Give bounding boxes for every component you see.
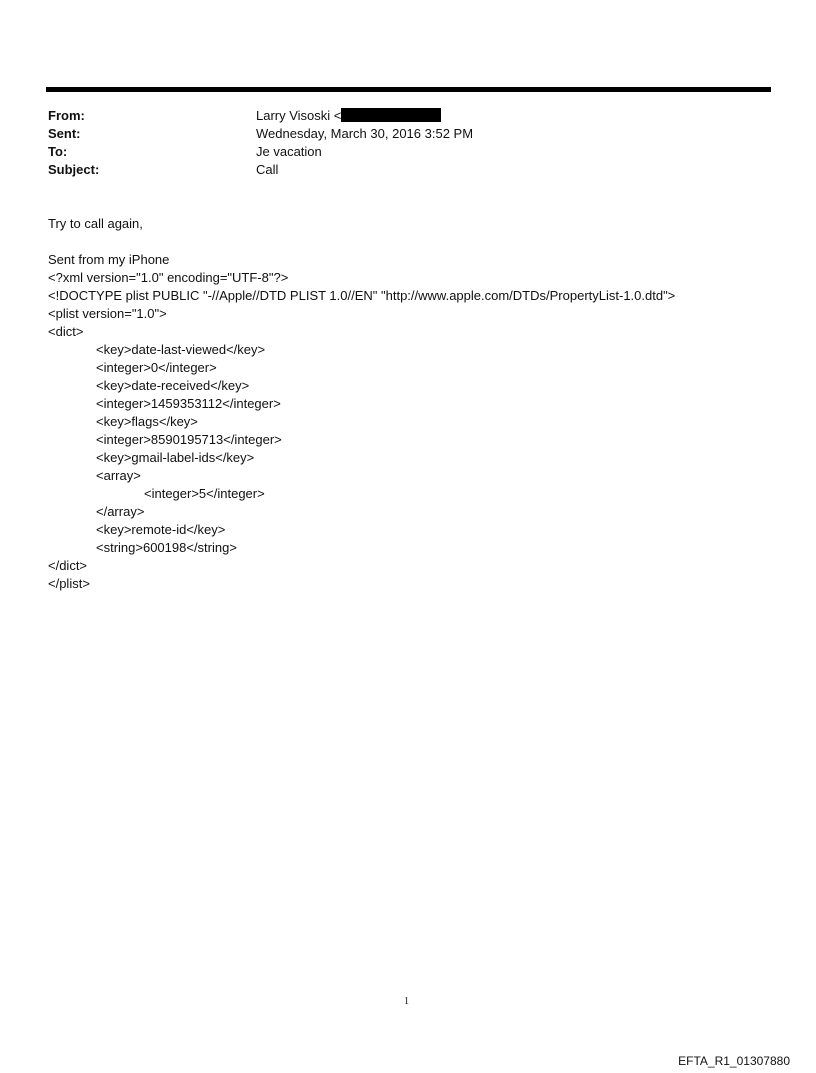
xml-line: </dict>	[48, 558, 88, 573]
subject-row	[48, 161, 748, 179]
xml-line: <!DOCTYPE plist PUBLIC "-//Apple//DTD PLIST 1.0//EN" "http://www.apple.com/DTDs/PropertyList-1.0.dtd">	[48, 288, 676, 303]
sent-value: Wednesday, March 30, 2016 3:52 PM	[256, 126, 474, 141]
header-divider	[46, 87, 771, 92]
email-body	[48, 215, 778, 593]
from-value	[256, 107, 441, 125]
xml-line: </plist>	[48, 576, 90, 591]
xml-line: <key>flags</key>	[96, 414, 198, 429]
xml-line: <key>gmail-label-ids</key>	[96, 450, 255, 465]
sent-row	[48, 125, 748, 143]
page-number: 1	[404, 996, 409, 1007]
subject-value: Call	[256, 162, 279, 177]
signature-line: Sent from my iPhone	[48, 252, 170, 267]
subject-label: Subject:	[48, 162, 100, 177]
bates-number: EFTA_R1_01307880	[678, 1054, 790, 1068]
xml-line: <key>date-last-viewed</key>	[96, 342, 266, 357]
xml-line: <array>	[96, 468, 141, 483]
xml-line: <integer>5</integer>	[144, 486, 265, 501]
xml-line: <?xml version="1.0" encoding="UTF-8"?>	[48, 270, 289, 285]
greeting-line: Try to call again,	[48, 216, 143, 231]
xml-line: <plist version="1.0">	[48, 306, 167, 321]
sent-label: Sent:	[48, 126, 81, 141]
xml-line: <integer>8590195713</integer>	[96, 432, 282, 447]
sender-name: Larry Visoski <	[256, 108, 342, 123]
to-label: To:	[48, 144, 68, 159]
blank-line	[48, 233, 778, 251]
to-value: Je vacation	[256, 144, 322, 159]
xml-line: <key>date-received</key>	[96, 378, 250, 393]
to-row	[48, 143, 748, 161]
from-label: From:	[48, 108, 85, 123]
xml-line: </array>	[96, 504, 145, 519]
xml-line: <key>remote-id</key>	[96, 522, 226, 537]
xml-line: <integer>0</integer>	[96, 360, 217, 375]
redaction-box	[341, 108, 441, 122]
xml-line: <integer>1459353112</integer>	[96, 396, 281, 411]
xml-line: <string>600198</string>	[96, 540, 237, 555]
xml-line: <dict>	[48, 324, 84, 339]
from-row	[48, 107, 748, 125]
email-header	[48, 107, 748, 179]
